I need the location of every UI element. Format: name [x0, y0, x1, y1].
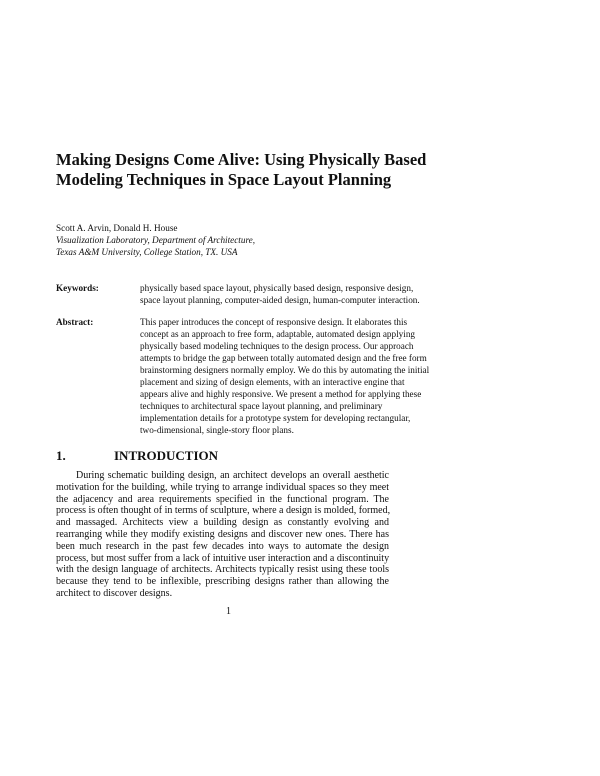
title-line: Modeling Techniques in Space Layout Planning	[56, 170, 392, 189]
abstract-line: appears alive and highly responsive. We present a method for applying these	[140, 389, 422, 399]
intro-line: been much research in the past few decades into ways to automate the design	[56, 540, 389, 552]
affiliation	[56, 234, 255, 258]
affiliation-line: Visualization Laboratory, Department of Architecture,	[56, 235, 256, 245]
section-number: 1.	[56, 448, 66, 463]
intro-line: because they tend to be inflexible, prescribing designs rather than allowing the	[56, 576, 389, 588]
intro-line: During schematic building design, an architect develops an overall aesthetic	[76, 470, 389, 481]
abstract-line: This paper introduces the concept of responsive design. It elaborates this	[140, 317, 408, 327]
section-heading	[56, 448, 218, 464]
abstract-line: techniques to architectural space layout planning, and preliminary	[140, 401, 383, 411]
authors: Scott A. Arvin, Donald H. House	[56, 223, 178, 233]
abstract-line: two-dimensional, single-story floor plans.	[140, 425, 294, 435]
intro-paragraph	[56, 470, 389, 600]
paper-title	[56, 150, 476, 190]
intro-line: with the design language of architects. Architects typically resist using these tools	[56, 564, 389, 576]
abstract-label: Abstract:	[56, 317, 94, 327]
abstract-text	[140, 316, 450, 436]
intro-line: process is often thought of in terms of sculpture, where a design is molded, formed,	[56, 505, 391, 517]
abstract-line: attempts to bridge the gap between totally automated design and the free form	[140, 353, 427, 363]
intro-line: motivation for the building, while trying to arrange individual spaces so they meet	[56, 481, 389, 493]
abstract-line: implementation details for a prototype system for developing rectangular,	[140, 413, 411, 423]
intro-line: process, but most suffer from a lack of intuitive user interaction and a discontinuity	[56, 552, 390, 564]
intro-line: rearranging while they modify existing designs and discover new ones. There has	[56, 528, 389, 540]
keywords-line: physically based space layout, physically based design, responsive design,	[140, 283, 414, 293]
intro-line: architect to discover designs.	[56, 587, 173, 599]
intro-line: and massaged. Architects view a building design as constantly evolving and	[56, 517, 389, 529]
abstract-line: concept as an approach to free form, adaptable, automated design applying	[140, 329, 416, 339]
page-number: 1	[226, 606, 231, 617]
abstract-line: placement and sizing of design elements, with an interactive engine that	[140, 377, 405, 387]
keywords-label: Keywords:	[56, 283, 99, 293]
abstract-line: physically based modeling techniques to the design process. Our approach	[140, 341, 414, 351]
keywords-text	[140, 282, 450, 306]
intro-line: the adjacency and area requirements specified in the functional program. The	[56, 493, 389, 505]
section-title: INTRODUCTION	[114, 448, 219, 463]
affiliation-line: Texas A&M University, College Station, TX. USA	[56, 247, 238, 257]
abstract-line: brainstorming designers normally employ. We do this by automating the initial	[140, 365, 430, 375]
title-line: Making Designs Come Alive: Using Physically Based	[56, 150, 427, 169]
keywords-line: space layout planning, computer-aided design, human-computer interaction.	[140, 295, 420, 305]
